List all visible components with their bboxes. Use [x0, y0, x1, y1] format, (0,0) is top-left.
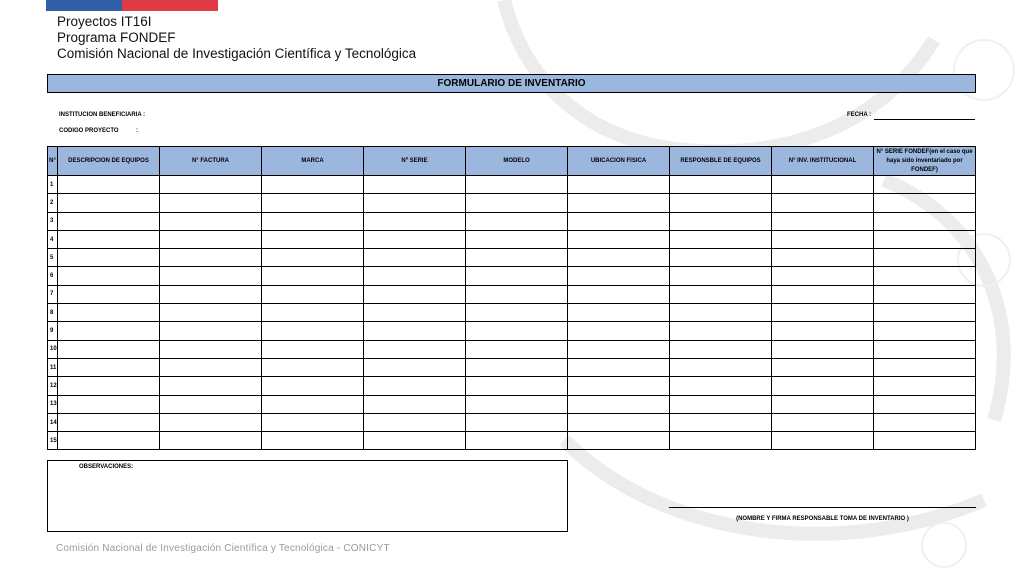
table-cell[interactable] — [466, 285, 568, 303]
row-number: 13 — [48, 395, 58, 413]
table-cell[interactable] — [772, 322, 874, 340]
header-line-3: Comisión Nacional de Investigación Científica y Tecnológica — [57, 46, 417, 61]
table-cell[interactable] — [670, 212, 772, 230]
column-header: MODELO — [466, 147, 568, 176]
table-cell[interactable] — [466, 230, 568, 248]
row-number: 9 — [48, 322, 58, 340]
table-cell[interactable] — [772, 395, 874, 413]
table-row — [48, 340, 976, 358]
table-cell[interactable] — [262, 358, 364, 376]
table-cell[interactable] — [364, 285, 466, 303]
table-cell[interactable] — [364, 340, 466, 358]
row-number: 4 — [48, 230, 58, 248]
table-cell[interactable] — [58, 358, 160, 376]
table-cell[interactable] — [58, 377, 160, 395]
table-cell[interactable] — [262, 340, 364, 358]
table-cell[interactable] — [568, 413, 670, 431]
table-cell[interactable] — [466, 322, 568, 340]
table-cell[interactable] — [670, 413, 772, 431]
table-cell[interactable] — [568, 249, 670, 267]
table-cell[interactable] — [160, 358, 262, 376]
table-cell[interactable] — [568, 395, 670, 413]
table-cell[interactable] — [466, 249, 568, 267]
row-number: 14 — [48, 413, 58, 431]
table-header-row — [48, 147, 976, 176]
flag-blue-stripe — [46, 0, 122, 11]
table-cell[interactable] — [58, 304, 160, 322]
table-cell[interactable] — [58, 322, 160, 340]
flag-red-stripe — [122, 0, 218, 11]
header-line-1: Proyectos IT16I — [57, 14, 152, 29]
table-cell[interactable] — [160, 340, 262, 358]
table-cell[interactable] — [670, 304, 772, 322]
table-cell[interactable] — [874, 304, 976, 322]
table-cell[interactable] — [262, 267, 364, 285]
table-cell[interactable] — [160, 176, 262, 194]
table-cell[interactable] — [772, 413, 874, 431]
table-cell[interactable] — [670, 322, 772, 340]
table-cell[interactable] — [58, 267, 160, 285]
table-cell[interactable] — [160, 322, 262, 340]
row-number: 2 — [48, 194, 58, 212]
table-cell[interactable] — [874, 413, 976, 431]
table-cell[interactable] — [568, 377, 670, 395]
table-cell[interactable] — [262, 377, 364, 395]
page-header — [57, 14, 416, 62]
table-cell[interactable] — [364, 212, 466, 230]
table-row — [48, 358, 976, 376]
table-cell[interactable] — [874, 322, 976, 340]
table-cell[interactable] — [160, 285, 262, 303]
row-number: 8 — [48, 304, 58, 322]
table-cell[interactable] — [364, 432, 466, 450]
table-cell[interactable] — [364, 230, 466, 248]
row-number: 5 — [48, 249, 58, 267]
table-cell[interactable] — [160, 395, 262, 413]
observaciones-box[interactable] — [47, 460, 568, 532]
table-cell[interactable] — [262, 322, 364, 340]
column-header: DESCRIPCION DE EQUIPOS — [58, 147, 160, 176]
row-number: 12 — [48, 377, 58, 395]
table-cell[interactable] — [670, 194, 772, 212]
table-cell[interactable] — [466, 176, 568, 194]
chile-flag-bar — [46, 0, 218, 11]
table-cell[interactable] — [874, 212, 976, 230]
codigo-colon: : — [136, 128, 138, 134]
table-cell[interactable] — [874, 194, 976, 212]
column-header: RESPONSBLE DE EQUIPOS — [670, 147, 772, 176]
table-row — [48, 194, 976, 212]
row-number: 6 — [48, 267, 58, 285]
table-cell[interactable] — [364, 395, 466, 413]
page-footer: Comisión Nacional de Investigación Científica y Tecnológica - CONICYT — [56, 543, 390, 554]
table-cell[interactable] — [364, 358, 466, 376]
table-cell[interactable] — [772, 194, 874, 212]
table-cell[interactable] — [364, 304, 466, 322]
row-number: 11 — [48, 358, 58, 376]
table-cell[interactable] — [58, 249, 160, 267]
column-header: N° FACTURA — [160, 147, 262, 176]
table-cell[interactable] — [772, 340, 874, 358]
table-cell[interactable] — [364, 267, 466, 285]
row-number: 3 — [48, 212, 58, 230]
table-row — [48, 322, 976, 340]
column-header: N° INV. INSTITUCIONAL — [772, 147, 874, 176]
table-cell[interactable] — [568, 358, 670, 376]
table-cell[interactable] — [874, 377, 976, 395]
table-cell[interactable] — [466, 358, 568, 376]
table-cell[interactable] — [670, 358, 772, 376]
table-cell[interactable] — [670, 249, 772, 267]
table-cell[interactable] — [364, 322, 466, 340]
table-cell[interactable] — [262, 432, 364, 450]
column-header: N° — [48, 147, 58, 176]
table-row — [48, 432, 976, 450]
fecha-label: FECHA : — [847, 112, 872, 118]
table-cell[interactable] — [670, 395, 772, 413]
table-cell[interactable] — [466, 194, 568, 212]
signature-line — [669, 507, 976, 508]
table-cell[interactable] — [160, 249, 262, 267]
table-cell[interactable] — [58, 395, 160, 413]
column-header: Nº SERIE — [364, 147, 466, 176]
table-cell[interactable] — [772, 358, 874, 376]
table-cell[interactable] — [466, 340, 568, 358]
column-header: MARCA — [262, 147, 364, 176]
header-line-2: Programa FONDEF — [57, 30, 176, 45]
table-cell[interactable] — [874, 176, 976, 194]
table-cell[interactable] — [568, 432, 670, 450]
column-header: N° SERIE FONDEF(en el caso que haya sido inventariado por FONDEF) — [874, 147, 976, 176]
table-cell[interactable] — [772, 267, 874, 285]
table-cell[interactable] — [874, 432, 976, 450]
table-row — [48, 304, 976, 322]
table-cell[interactable] — [772, 212, 874, 230]
table-cell[interactable] — [58, 176, 160, 194]
table-cell[interactable] — [568, 230, 670, 248]
table-cell[interactable] — [670, 377, 772, 395]
institucion-label: INSTITUCION BENEFICIARIA : — [59, 112, 146, 118]
table-cell[interactable] — [262, 249, 364, 267]
table-cell[interactable] — [160, 304, 262, 322]
table-row — [48, 176, 976, 194]
table-cell[interactable] — [874, 395, 976, 413]
table-cell[interactable] — [874, 249, 976, 267]
table-cell[interactable] — [670, 267, 772, 285]
table-row — [48, 230, 976, 248]
table-cell[interactable] — [364, 176, 466, 194]
form-title: FORMULARIO DE INVENTARIO — [47, 74, 976, 93]
table-row — [48, 249, 976, 267]
table-cell[interactable] — [160, 194, 262, 212]
table-row — [48, 267, 976, 285]
table-cell[interactable] — [568, 322, 670, 340]
table-cell[interactable] — [874, 285, 976, 303]
table-cell[interactable] — [568, 340, 670, 358]
table-cell[interactable] — [670, 176, 772, 194]
table-cell[interactable] — [364, 413, 466, 431]
table-cell[interactable] — [466, 395, 568, 413]
table-row — [48, 285, 976, 303]
table-cell[interactable] — [160, 413, 262, 431]
table-cell[interactable] — [874, 230, 976, 248]
row-number: 10 — [48, 340, 58, 358]
table-cell[interactable] — [670, 340, 772, 358]
table-cell[interactable] — [568, 176, 670, 194]
inventory-table — [47, 146, 976, 450]
table-cell[interactable] — [160, 267, 262, 285]
table-cell[interactable] — [262, 194, 364, 212]
table-cell[interactable] — [670, 230, 772, 248]
table-cell[interactable] — [772, 230, 874, 248]
table-cell[interactable] — [772, 249, 874, 267]
table-cell[interactable] — [466, 212, 568, 230]
table-cell[interactable] — [466, 432, 568, 450]
observaciones-label: OBSERVACIONES: — [79, 464, 134, 470]
table-cell[interactable] — [262, 212, 364, 230]
table-cell[interactable] — [772, 285, 874, 303]
fecha-field-line[interactable] — [874, 119, 975, 120]
table-cell[interactable] — [874, 340, 976, 358]
table-cell[interactable] — [874, 358, 976, 376]
table-cell[interactable] — [160, 432, 262, 450]
table-cell[interactable] — [58, 194, 160, 212]
table-cell[interactable] — [772, 432, 874, 450]
table-cell[interactable] — [262, 176, 364, 194]
table-cell[interactable] — [160, 212, 262, 230]
table-cell[interactable] — [58, 432, 160, 450]
table-cell[interactable] — [466, 377, 568, 395]
codigo-label: CODIGO PROYECTO — [59, 128, 119, 134]
table-row — [48, 413, 976, 431]
table-cell[interactable] — [58, 230, 160, 248]
signature-label: (NOMBRE Y FIRMA RESPONSABLE TOMA DE INVENTARIO ) — [736, 516, 909, 522]
table-cell[interactable] — [568, 212, 670, 230]
table-cell[interactable] — [568, 285, 670, 303]
table-cell[interactable] — [568, 194, 670, 212]
row-number: 7 — [48, 285, 58, 303]
table-cell[interactable] — [772, 176, 874, 194]
table-row — [48, 212, 976, 230]
table-row — [48, 395, 976, 413]
table-cell[interactable] — [364, 249, 466, 267]
table-cell[interactable] — [262, 413, 364, 431]
column-header: UBICACION FISICA — [568, 147, 670, 176]
table-cell[interactable] — [772, 304, 874, 322]
table-cell[interactable] — [58, 285, 160, 303]
table-row — [48, 377, 976, 395]
table-cell[interactable] — [58, 212, 160, 230]
table-cell[interactable] — [670, 285, 772, 303]
table-cell[interactable] — [466, 304, 568, 322]
table-cell[interactable] — [874, 267, 976, 285]
table-cell[interactable] — [670, 432, 772, 450]
table-cell[interactable] — [262, 395, 364, 413]
table-cell[interactable] — [364, 194, 466, 212]
table-cell[interactable] — [364, 377, 466, 395]
table-cell[interactable] — [262, 230, 364, 248]
table-cell[interactable] — [466, 267, 568, 285]
table-cell[interactable] — [160, 377, 262, 395]
row-number: 15 — [48, 432, 58, 450]
table-cell[interactable] — [58, 413, 160, 431]
table-cell[interactable] — [160, 230, 262, 248]
row-number: 1 — [48, 176, 58, 194]
table-cell[interactable] — [262, 285, 364, 303]
table-cell[interactable] — [772, 377, 874, 395]
table-cell[interactable] — [262, 304, 364, 322]
table-cell[interactable] — [568, 304, 670, 322]
table-cell[interactable] — [466, 413, 568, 431]
table-cell[interactable] — [568, 267, 670, 285]
table-cell[interactable] — [58, 340, 160, 358]
table-body — [48, 176, 976, 450]
